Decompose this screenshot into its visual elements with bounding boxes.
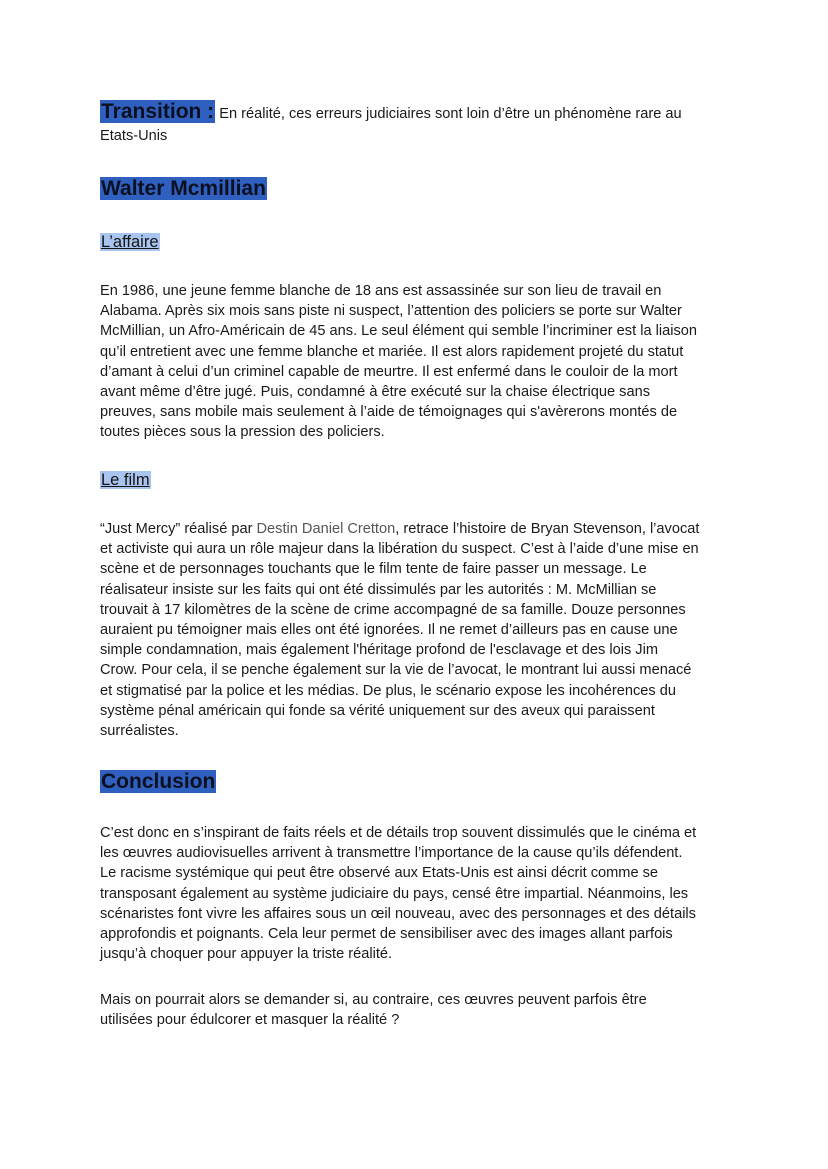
section-title-conclusion: Conclusion	[101, 770, 216, 793]
paragraph-line: avant même d’être jugé. Puis, condamné à être exécuté sur la chaise électrique sans	[100, 384, 651, 401]
section-title-walter: Walter Mcmillian	[101, 177, 266, 200]
conclusion-paragraph-2	[100, 990, 730, 1030]
paragraph-line: “Just Mercy” réalisé par Destin Daniel Cretton, retrace l’histoire de Bryan Stevenson, l’avocat	[100, 521, 700, 537]
paragraph-line: et stigmatisé par la police et les médias. De plus, le scénario expose les incohérences du	[100, 682, 676, 699]
paragraph-line: auraient pu témoigner mais elles ont été ignorées. Il ne remet d’ailleurs pas en cause une	[100, 622, 678, 639]
transition-paragraph	[100, 101, 730, 147]
paragraph-line: Alabama. Après six mois sans piste ni suspect, l’attention des policiers se porte sur Walter	[100, 303, 682, 320]
paragraph-line: Crow. Pour cela, il se penche également sur la vie de l’avocat, le montrant lui aussi menacé	[100, 662, 692, 679]
paragraph-line: surréalistes.	[100, 723, 179, 740]
paragraph-line: Mais on pourrait alors se demander si, au contraire, ces œuvres peuvent parfois être	[100, 992, 647, 1008]
paragraph-line: scène et de personnages touchants que le film tente de faire passer un message. Le	[100, 561, 647, 578]
affaire-paragraph	[100, 281, 730, 443]
film-paragraph	[100, 519, 730, 741]
paragraph-line: En 1986, une jeune femme blanche de 18 ans est assassinée sur son lieu de travail en	[100, 283, 662, 299]
subheading-affaire: L’affaire	[101, 233, 159, 251]
paragraph-line: simple condamnation, mais également l'héritage profond de l'esclavage et des lois Jim	[100, 642, 659, 659]
paragraph-line: et activiste qui aura un rôle majeur dans la libération du suspect. C’est à l’aide d’une mise en	[100, 541, 699, 558]
paragraph-line: qu’il entretient avec une femme blanche et mariée. Il est alors rapidement projeté du statut	[100, 343, 684, 360]
paragraph-line: utilisées pour édulcorer et masquer la réalité ?	[100, 1012, 400, 1029]
paragraph-line: transposant également au système judiciaire du pays, censé être impartial. Néanmoins, les	[100, 885, 689, 902]
paragraph-line: d’amant à celui d’un criminel capable de meurtre. Il est enfermé dans le couloir de la mort	[100, 363, 678, 380]
paragraph-line: C’est donc en s’inspirant de faits réels et de détails trop souvent dissimulés que le cinéma et	[100, 825, 697, 841]
transition-text-continued: Etats-Unis	[100, 128, 168, 144]
paragraph-line: les œuvres audiovisuelles arrivent à transmettre l’importance de la cause qu’ils défendent.	[100, 845, 683, 862]
paragraph-line: réalisateur insiste sur les faits qui ont été dissimulés par les autorités : M. McMillian se	[100, 581, 657, 598]
paragraph-line: toutes pièces sous la pression des policiers.	[100, 424, 385, 441]
transition-label: Transition :	[101, 100, 215, 123]
subheading-film: Le film	[101, 471, 150, 489]
director-name: Destin Daniel Cretton	[256, 521, 396, 537]
paragraph-line: Le racisme systémique qui peut être observé aux Etats-Unis est ainsi décrit comme se	[100, 865, 659, 882]
paragraph-line: preuves, sans mobile mais seulement à l’aide de témoignages qui s'avèrerons montés de	[100, 404, 678, 421]
paragraph-line: trouvait à 17 kilomètres de la scène de crime accompagné de sa famille. Douze personnes	[100, 601, 686, 618]
paragraph-line: jusqu’à choquer pour appuyer la triste réalité.	[100, 946, 393, 963]
transition-text: En réalité, ces erreurs judiciaires sont loin d’être un phénomène rare au	[215, 106, 682, 122]
paragraph-line: système pénal américain qui fonde sa vérité uniquement sur des aveux qui paraissent	[100, 702, 655, 719]
conclusion-paragraph-1	[100, 823, 730, 964]
paragraph-line: approfondis et poignants. Cela leur permet de sensibiliser avec des images allant parfois	[100, 926, 673, 943]
paragraph-line: scénaristes font vivre les affaires sous un œil nouveau, avec des personnages et des détails	[100, 905, 696, 922]
paragraph-line: McMillian, un Afro-Américain de 45 ans. Le seul élément qui semble l’incriminer est la liaison	[100, 323, 697, 340]
